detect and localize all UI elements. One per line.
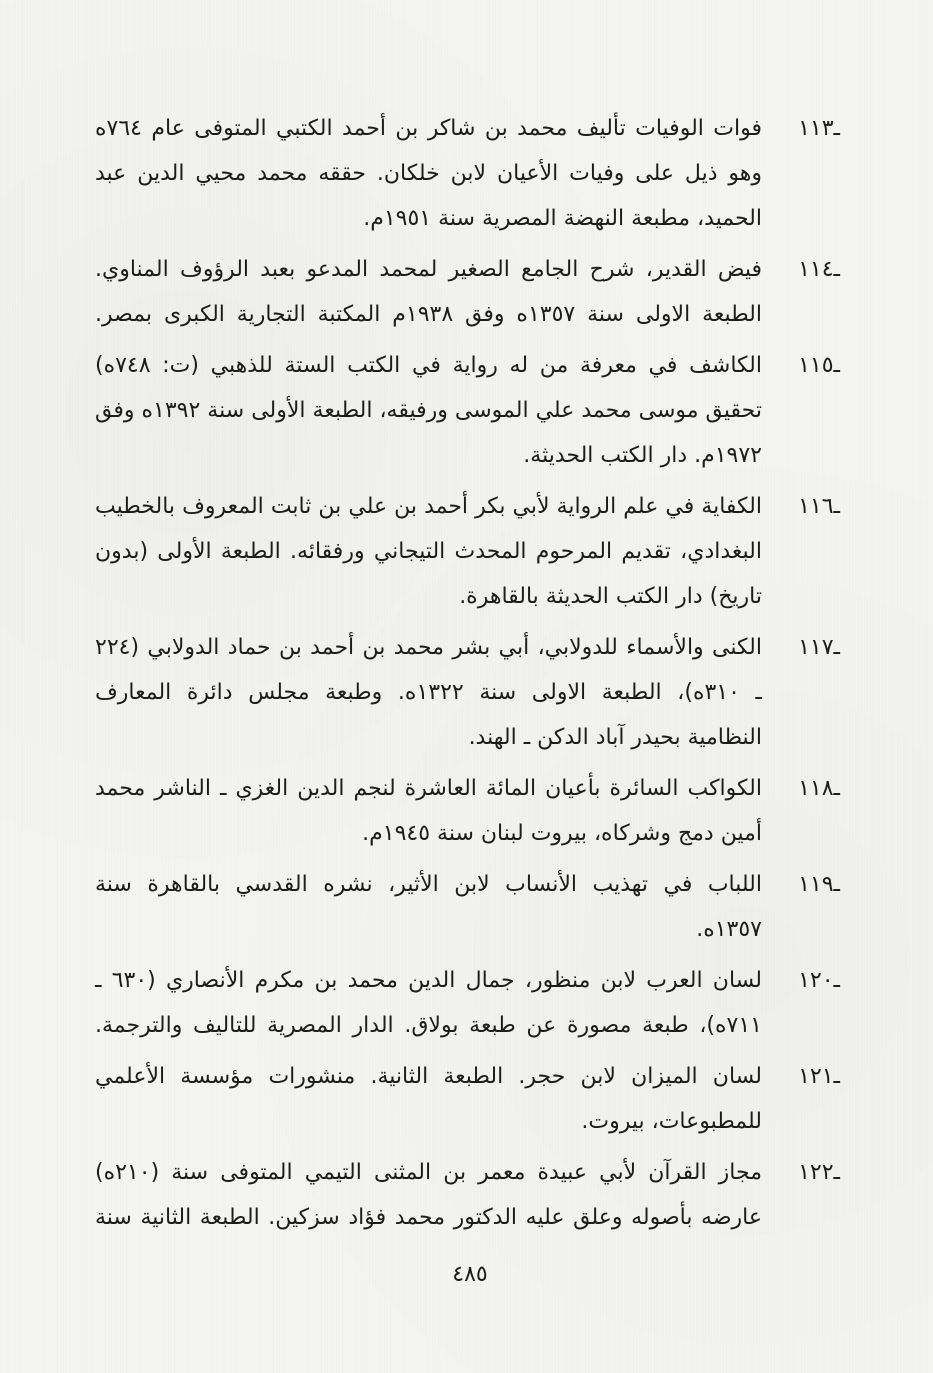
bibliography-entry	[95, 1150, 840, 1240]
entry-line	[95, 151, 762, 196]
entry-number-text: ١١٤ـ	[798, 257, 840, 282]
entry-line-text: الطبعة الاولى سنة ١٣٥٧ه وفق ١٩٣٨م المكتبة التجارية الكبرى بمصر.	[95, 302, 762, 327]
entry-line-text: النظامية بحيدر آباد الدكن ـ الهند.	[468, 725, 762, 750]
entry-line-text: ١٩٧٢م. دار الكتب الحديثة.	[523, 443, 762, 468]
page-number: ٤٨٥	[452, 1262, 488, 1287]
entry-number-text: ١١٩ـ	[798, 872, 840, 897]
entry-number-text: ١١٦ـ	[798, 494, 840, 519]
entry-line-text: عارضه بأصوله وعلق عليه الدكتور محمد فؤاد سزكين. الطبعة الثانية سنة	[95, 1205, 762, 1230]
entry-number-text: ١٢٢ـ	[798, 1160, 840, 1185]
entry-number-text: ١١٨ـ	[798, 776, 840, 801]
entry-text	[95, 484, 762, 619]
entry-text	[95, 625, 762, 760]
entry-number	[762, 247, 840, 292]
entry-number	[762, 958, 840, 1003]
entry-line	[95, 196, 762, 241]
entry-line-text: لسان العرب لابن منظور، جمال الدين محمد بن مكرم الأنصاري (٦٣٠ ـ	[95, 968, 762, 993]
bibliography-entry	[95, 766, 840, 856]
entry-number-text: ١١٥ـ	[798, 353, 840, 378]
entry-number-text: ١١٣ـ	[798, 116, 840, 141]
entry-line-text: الحميد، مطبعة النهضة المصرية سنة ١٩٥١م.	[363, 206, 762, 231]
entry-line	[95, 574, 762, 619]
bibliography-entry	[95, 958, 840, 1048]
entry-line	[95, 1003, 762, 1048]
entry-line-text: للمطبوعات، بيروت.	[581, 1109, 762, 1134]
entry-line	[95, 715, 762, 760]
entry-number-text: ١٢٠ـ	[798, 968, 840, 993]
entry-line	[95, 766, 762, 811]
entry-number	[762, 1054, 840, 1099]
entry-text	[95, 1150, 762, 1240]
bibliography-entry	[95, 247, 840, 337]
entry-number	[762, 106, 840, 151]
entry-line-text: فوات الوفيات تأليف محمد بن شاكر بن أحمد الكتبي المتوفى عام ٧٦٤ه	[95, 116, 762, 141]
bibliography-entry	[95, 1054, 840, 1144]
bibliography-entry	[95, 625, 840, 760]
entry-text	[95, 1054, 762, 1144]
entry-line-text: لسان الميزان لابن حجر. الطبعة الثانية. منشورات مؤسسة الأعلمي	[95, 1064, 762, 1089]
bibliography-entry	[95, 862, 840, 952]
entry-line	[95, 343, 762, 388]
entry-number	[762, 766, 840, 811]
entry-line	[95, 433, 762, 478]
entry-number-text: ١١٧ـ	[798, 635, 840, 660]
entry-number	[762, 343, 840, 388]
entry-text	[95, 343, 762, 478]
entry-line-text: فيض القدير، شرح الجامع الصغير لمحمد المدعو بعبد الرؤوف المناوي.	[95, 257, 762, 282]
entry-line	[95, 529, 762, 574]
entry-line-text: تاريخ) دار الكتب الحديثة بالقاهرة.	[459, 584, 762, 609]
entry-line	[95, 1054, 762, 1099]
entry-line-text: الكواكب السائرة بأعيان المائة العاشرة لنجم الدين الغزي ـ الناشر محمد	[95, 776, 762, 801]
entry-line	[95, 484, 762, 529]
entry-text	[95, 247, 762, 337]
entry-line	[95, 1150, 762, 1195]
entry-line-text: اللباب في تهذيب الأنساب لابن الأثير، نشره القدسي بالقاهرة سنة	[95, 872, 762, 897]
entry-line	[95, 106, 762, 151]
entry-number	[762, 484, 840, 529]
entry-number	[762, 625, 840, 670]
entry-line	[95, 1099, 762, 1144]
bibliography-entry	[95, 343, 840, 478]
entry-number	[762, 862, 840, 907]
entry-line	[95, 1195, 762, 1240]
entry-text	[95, 862, 762, 952]
entry-line-text: ـ ٣١٠ه)، الطبعة الاولى سنة ١٣٢٢ه. وطبعة مجلس دائرة المعارف	[95, 680, 762, 705]
entry-line-text: ٧١١ه)، طبعة مصورة عن طبعة بولاق. الدار المصرية للتاليف والترجمة.	[95, 1013, 762, 1038]
entry-line-text: الكاشف في معرفة من له رواية في الكتب الستة للذهبي (ت: ٧٤٨ه)	[95, 353, 762, 378]
entry-line	[95, 625, 762, 670]
entry-line	[95, 292, 762, 337]
entry-line	[95, 811, 762, 856]
entry-line	[95, 247, 762, 292]
entry-number	[762, 1150, 840, 1195]
entry-line-text: وهو ذيل على وفيات الأعيان لابن خلكان. حققه محمد محيي الدين عبد	[95, 161, 762, 186]
entry-text	[95, 766, 762, 856]
entry-line-text: الكفاية في علم الرواية لأبي بكر أحمد بن علي بن ثابت المعروف بالخطيب	[95, 494, 762, 519]
entry-line-text: الكنى والأسماء للدولابي، أبي بشر محمد بن أحمد بن حماد الدولابي (٢٢٤	[95, 635, 762, 660]
entry-line-text: تحقيق موسى محمد علي الموسى ورفيقه، الطبعة الأولى سنة ١٣٩٢ه وفق	[95, 398, 762, 423]
entry-line	[95, 388, 762, 433]
entry-text	[95, 106, 762, 241]
entry-text	[95, 958, 762, 1048]
bibliography-list	[95, 106, 840, 1246]
entry-line	[95, 670, 762, 715]
bibliography-entry	[95, 484, 840, 619]
entry-number-text: ١٢١ـ	[798, 1064, 840, 1089]
bibliography-entry	[95, 106, 840, 241]
entry-line	[95, 907, 762, 952]
entry-line-text: مجاز القرآن لأبي عبيدة معمر بن المثنى التيمي المتوفى سنة (٢١٠ه)	[95, 1160, 762, 1185]
entry-line-text: ١٣٥٧ه.	[696, 917, 762, 942]
entry-line	[95, 862, 762, 907]
entry-line-text: أمين دمج وشركاه، بيروت لبنان سنة ١٩٤٥م.	[362, 821, 762, 846]
entry-line	[95, 958, 762, 1003]
entry-line-text: البغدادي، تقديم المرحوم المحدث التيجاني ورفقائه. الطبعة الأولى (بدون	[95, 539, 762, 564]
